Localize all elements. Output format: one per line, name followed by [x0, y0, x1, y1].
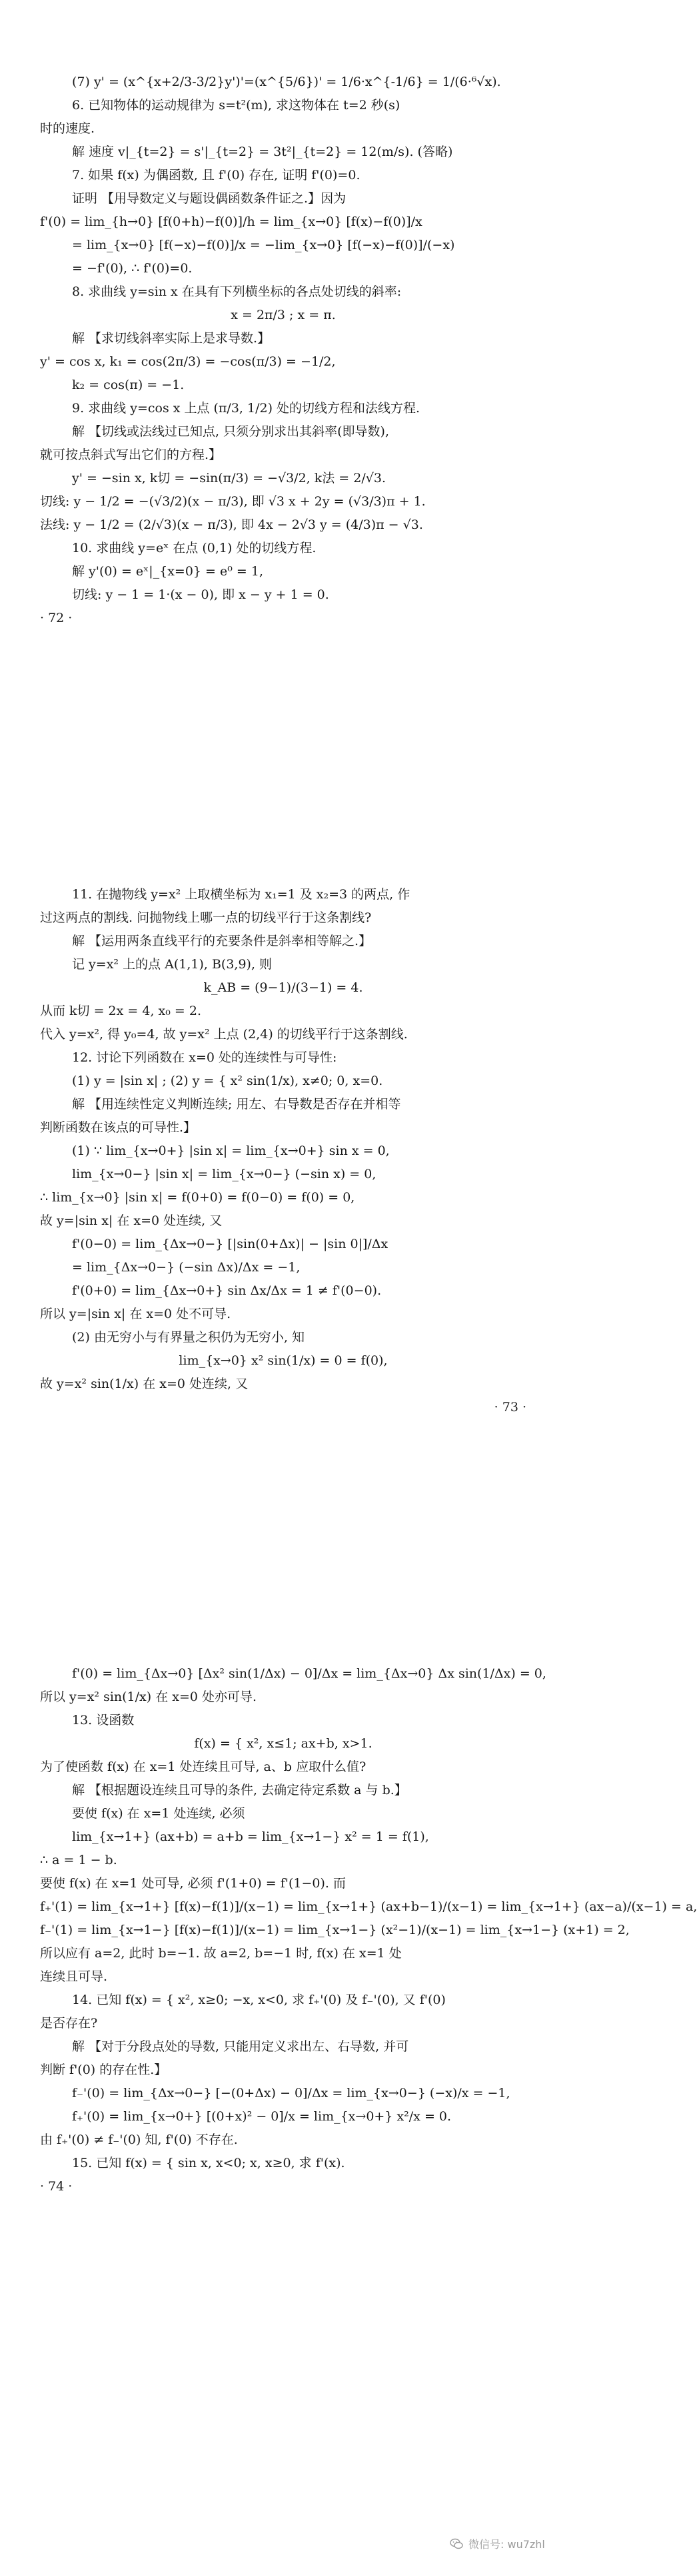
- text-line: 解 速度 v|_{t=2} = s'|_{t=2} = 3t²|_{t=2} = 12(m/s). (答略): [72, 145, 453, 159]
- page-number-73: · 73 ·: [494, 1400, 526, 1415]
- text-line: ∴ lim_{x→0} |sin x| = f(0+0) = f(0−0) = f(0) = 0,: [40, 1190, 355, 1205]
- text-line: 切线: y − 1 = 1·(x − 0), 即 x − y + 1 = 0.: [72, 587, 329, 602]
- text-line: 解 【运用两条直线平行的充要条件是斜率相等解之.】: [72, 934, 372, 948]
- text-line: 要使 f(x) 在 x=1 处连续, 必须: [72, 1806, 245, 1821]
- page-74: [40, 1665, 697, 2194]
- text-line: ∴ a = 1 − b.: [40, 1853, 117, 1867]
- text-line: f₋'(0) = lim_{Δx→0−} [−(0+Δx) − 0]/Δx = lim_{x→0−} (−x)/x = −1,: [72, 2086, 510, 2100]
- text-line: f₊'(1) = lim_{x→1+} [f(x)−f(1)]/(x−1) = lim_{x→1+} (ax+b−1)/(x−1) = lim_{x→1+} (ax−a)/(x−1) = a,: [40, 1899, 697, 1914]
- text-line: f'(0−0) = lim_{Δx→0−} [|sin(0+Δx)| − |sin 0|]/Δx: [72, 1237, 388, 1251]
- text-line: (2) 由无穷小与有界量之积仍为无穷小, 知: [72, 1330, 305, 1345]
- wechat-icon: [450, 2538, 463, 2550]
- text-line: f(x) = { x², x≤1; ax+b, x>1.: [194, 1736, 372, 1751]
- text-line: 14. 已知 f(x) = { x², x≥0; −x, x<0, 求 f₊'(0) 及 f₋'(0), 又 f'(0): [72, 1993, 446, 2007]
- text-line: 连续且可导.: [40, 1969, 108, 1984]
- text-line: 代入 y=x², 得 y₀=4, 故 y=x² 上点 (2,4) 的切线平行于这条割线.: [40, 1027, 408, 1042]
- text-line: 判断 f'(0) 的存在性.】: [40, 2063, 167, 2077]
- text-line: (1) ∵ lim_{x→0+} |sin x| = lim_{x→0+} sin x = 0,: [72, 1143, 390, 1158]
- page-72-body: [40, 73, 526, 604]
- text-line: 解 【用连续性定义判断连续; 用左、右导数是否存在并相等: [72, 1097, 401, 1112]
- text-line: 9. 求曲线 y=cos x 上点 (π/3, 1/2) 处的切线方程和法线方程.: [72, 401, 420, 416]
- text-line: 证明 【用导数定义与题设偶函数条件证之.】因为: [72, 191, 347, 206]
- text-line: 7. 如果 f(x) 为偶函数, 且 f'(0) 存在, 证明 f'(0)=0.: [72, 168, 360, 182]
- text-line: 是否存在?: [40, 2016, 98, 2031]
- text-line: x = 2π/3 ; x = π.: [231, 308, 336, 322]
- text-line: f₋'(1) = lim_{x→1−} [f(x)−f(1)]/(x−1) = lim_{x→1−} (x²−1)/(x−1) = lim_{x→1−} (x+1) = 2,: [40, 1923, 630, 1937]
- text-line: f'(0+0) = lim_{Δx→0+} sin Δx/Δx = 1 ≠ f'(0−0).: [72, 1283, 382, 1298]
- text-line: (1) y = |sin x| ; (2) y = { x² sin(1/x), x≠0; 0, x=0.: [72, 1074, 383, 1088]
- text-line: 解 【求切线斜率实际上是求导数.】: [72, 331, 271, 346]
- page-number-74: · 74 ·: [40, 2179, 73, 2194]
- page-74-body: [40, 1665, 697, 2172]
- text-line: 所以应有 a=2, 此时 b=−1. 故 a=2, b=−1 时, f(x) 在 x=1 处: [40, 1946, 402, 1961]
- text-line: f'(0) = lim_{Δx→0} [Δx² sin(1/Δx) − 0]/Δx = lim_{Δx→0} Δx sin(1/Δx) = 0,: [72, 1666, 546, 1681]
- text-line: 11. 在抛物线 y=x² 上取横坐标为 x₁=1 及 x₂=3 的两点, 作: [72, 887, 410, 902]
- watermark-text: 微信号: wu7zhl: [468, 2538, 545, 2551]
- text-line: 所以 y=|sin x| 在 x=0 处不可导.: [40, 1307, 231, 1321]
- text-line: k_AB = (9−1)/(3−1) = 4.: [203, 980, 363, 995]
- text-line: 解 【对于分段点处的导数, 只能用定义求出左、右导数, 并可: [72, 2039, 409, 2054]
- text-line: 解 【根据题设连续且可导的条件, 去确定待定系数 a 与 b.】: [72, 1783, 407, 1797]
- text-line: 记 y=x² 上的点 A(1,1), B(3,9), 则: [72, 957, 273, 972]
- text-line: 15. 已知 f(x) = { sin x, x<0; x, x≥0, 求 f'(x).: [72, 2156, 345, 2170]
- text-line: 切线: y − 1/2 = −(√3/2)(x − π/3), 即 √3 x + 2y = (√3/3)π + 1.: [40, 494, 426, 509]
- text-line: 要使 f(x) 在 x=1 处可导, 必须 f'(1+0) = f'(1−0). 而: [40, 1876, 347, 1891]
- text-line: 为了使函数 f(x) 在 x=1 处连续且可导, a、b 应取什么值?: [40, 1760, 366, 1774]
- text-line: 过这两点的割线. 问抛物线上哪一点的切线平行于这条割线?: [40, 910, 372, 925]
- text-line: f₊'(0) = lim_{x→0+} [(0+x)² − 0]/x = lim_{x→0+} x²/x = 0.: [72, 2109, 452, 2124]
- text-line: = −f'(0), ∴ f'(0)=0.: [72, 261, 193, 276]
- text-line: 就可按点斜式写出它们的方程.】: [40, 448, 222, 462]
- text-line: = lim_{x→0} [f(−x)−f(0)]/x = −lim_{x→0} [f(−x)−f(0)]/(−x): [72, 238, 455, 252]
- wechat-watermark: [450, 2536, 545, 2551]
- text-line: 所以 y=x² sin(1/x) 在 x=0 处亦可导.: [40, 1690, 257, 1704]
- page-72: [40, 73, 526, 625]
- text-line: 6. 已知物体的运动规律为 s=t²(m), 求这物体在 t=2 秒(s): [72, 98, 400, 113]
- text-line: lim_{x→0} x² sin(1/x) = 0 = f(0),: [179, 1353, 388, 1368]
- text-line: lim_{x→1+} (ax+b) = a+b = lim_{x→1−} x² = 1 = f(1),: [72, 1829, 429, 1844]
- text-line: 13. 设函数: [72, 1713, 135, 1728]
- text-line: 由 f₊'(0) ≠ f₋'(0) 知, f'(0) 不存在.: [40, 2132, 238, 2147]
- text-line: 从而 k切 = 2x = 4, x₀ = 2.: [40, 1004, 201, 1018]
- text-line: 时的速度.: [40, 121, 95, 136]
- text-line: 解 【切线或法线过已知点, 只须分别求出其斜率(即导数),: [72, 424, 389, 439]
- text-line: 法线: y − 1/2 = (2/√3)(x − π/3), 即 4x − 2√3 y = (4/3)π − √3.: [40, 517, 423, 532]
- page-number-72: · 72 ·: [40, 611, 73, 625]
- text-line: k₂ = cos(π) = −1.: [72, 378, 185, 392]
- page-73-body: [40, 886, 526, 1393]
- text-line: lim_{x→0−} |sin x| = lim_{x→0−} (−sin x) = 0,: [72, 1167, 376, 1181]
- text-line: 故 y=x² sin(1/x) 在 x=0 处连续, 又: [40, 1377, 249, 1391]
- text-line: f'(0) = lim_{h→0} [f(0+h)−f(0)]/h = lim_{x→0} [f(x)−f(0)]/x: [40, 214, 422, 229]
- text-line: (7) y' = (x^{x+2/3-3/2}y')'=(x^{5/6})' = 1/6·x^{-1/6} = 1/(6·⁶√x).: [72, 75, 501, 89]
- text-line: = lim_{Δx→0−} (−sin Δx)/Δx = −1,: [72, 1260, 301, 1275]
- text-line: 故 y=|sin x| 在 x=0 处连续, 又: [40, 1213, 223, 1228]
- text-line: 12. 讨论下列函数在 x=0 处的连续性与可导性:: [72, 1050, 337, 1065]
- text-line: 判断函数在该点的可导性.】: [40, 1120, 197, 1135]
- text-line: 解 y'(0) = eˣ|_{x=0} = e⁰ = 1,: [72, 564, 263, 579]
- page-73: [40, 886, 526, 1415]
- text-line: 10. 求曲线 y=eˣ 在点 (0,1) 处的切线方程.: [72, 541, 317, 555]
- text-line: y' = cos x, k₁ = cos(2π/3) = −cos(π/3) = −1/2,: [40, 354, 336, 369]
- text-line: 8. 求曲线 y=sin x 在具有下列横坐标的各点处切线的斜率:: [72, 284, 402, 299]
- text-line: y' = −sin x, k切 = −sin(π/3) = −√3/2, k法 = 2/√3.: [72, 471, 386, 485]
